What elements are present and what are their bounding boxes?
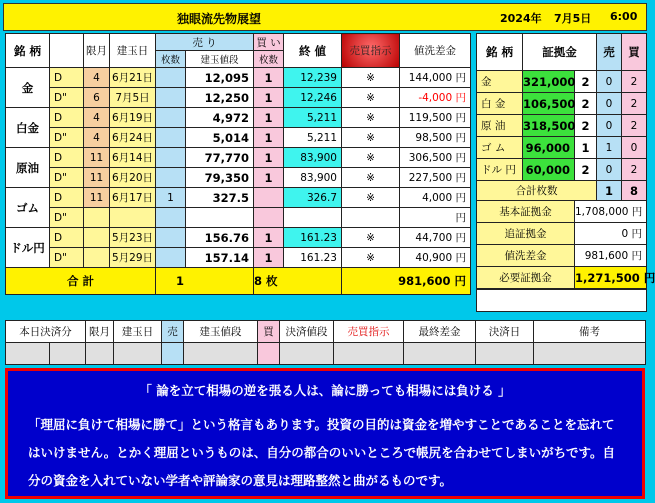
- sell-qty: [156, 68, 186, 88]
- margin-count: 2: [575, 71, 597, 93]
- settle-col-today: 本日決済分: [6, 321, 86, 343]
- contract-type: D": [50, 88, 84, 108]
- sell-qty: [156, 168, 186, 188]
- position-row: [6, 68, 471, 88]
- settlement-cell: [534, 343, 646, 365]
- open-date: 6月14日: [110, 148, 156, 168]
- settle-col-date: 決済日: [476, 321, 534, 343]
- margin-col-sell: 売: [597, 34, 622, 71]
- quote-body: 「理屈に負けて相場に勝て」という格言もあります。投資の目的は資金を増やすことであることを忘れてはいけません。とかく理屈というものは、自分の都合のいいところで帳尻を合わせてしまいがちです。自分の資金を入れていない学者や評論家の意見は理路整然と曲がるものです。: [28, 417, 616, 488]
- buy-qty: 1: [254, 88, 284, 108]
- commodity-name: 原油: [6, 148, 50, 188]
- margin-name: 原 油: [477, 115, 523, 137]
- settle-col-sell: 売: [162, 321, 184, 343]
- title-bar: [3, 3, 647, 31]
- sell-qty: [156, 228, 186, 248]
- margin-row: [477, 93, 647, 115]
- margin-sell: 1: [597, 137, 622, 159]
- buy-qty: 1: [254, 248, 284, 268]
- summary-value: 981,600 円: [575, 245, 647, 267]
- open-date: 6月17日: [110, 188, 156, 208]
- summary-row: [477, 201, 647, 223]
- settlement-cell: [280, 343, 334, 365]
- contract-month: 11: [84, 188, 110, 208]
- open-price: 5,014: [186, 128, 254, 148]
- open-price: 156.76: [186, 228, 254, 248]
- margin-buy: 2: [622, 159, 647, 181]
- margin-buy: 2: [622, 115, 647, 137]
- quote-headline: 「 論を立て相場の逆を張る人は、論に勝っても相場には負ける 」: [139, 383, 511, 398]
- open-price: [186, 208, 254, 228]
- price-diff: 227,500 円: [400, 168, 471, 188]
- price-diff: 144,000 円: [400, 68, 471, 88]
- col-month: 限月: [84, 34, 110, 68]
- margin-sell: 0: [597, 93, 622, 115]
- header-year: 2024年: [500, 12, 542, 25]
- margin-sell: 0: [597, 71, 622, 93]
- margin-total-sell: 1: [597, 181, 622, 201]
- settlement-cell: [86, 343, 114, 365]
- position-row: [6, 208, 471, 228]
- buy-qty: 1: [254, 168, 284, 188]
- trade-sign: ※: [342, 228, 400, 248]
- contract-month: 4: [84, 128, 110, 148]
- open-date: 5月29日: [110, 248, 156, 268]
- margin-name: ゴ ム: [477, 137, 523, 159]
- buy-qty: 1: [254, 148, 284, 168]
- settle-col-close-price: 決済値段: [280, 321, 334, 343]
- margin-buy: 2: [622, 71, 647, 93]
- settle-col-buy: 買: [258, 321, 280, 343]
- col-sell-qty: 枚数: [156, 51, 186, 68]
- margin-value: 96,000: [523, 137, 575, 159]
- total-label: 合 計: [6, 268, 156, 295]
- margin-value: 318,500: [523, 115, 575, 137]
- total-diff: 981,600 円: [342, 268, 471, 295]
- margin-name: 白 金: [477, 93, 523, 115]
- close-price: 326.7: [284, 188, 342, 208]
- col-sign: 売買指示: [342, 34, 400, 68]
- buy-qty: 1: [254, 68, 284, 88]
- price-diff: 98,500 円: [400, 128, 471, 148]
- margin-sell: 0: [597, 159, 622, 181]
- price-diff: -4,000 円: [400, 88, 471, 108]
- settlement-cell: [258, 343, 280, 365]
- trade-sign: ※: [342, 108, 400, 128]
- close-price: 5,211: [284, 108, 342, 128]
- open-price: 12,095: [186, 68, 254, 88]
- margin-row: [477, 71, 647, 93]
- buy-qty: 1: [254, 228, 284, 248]
- settle-col-month: 限月: [86, 321, 114, 343]
- commodity-name: 金: [6, 68, 50, 108]
- summary-value: 1,271,500 円: [575, 267, 647, 290]
- trade-sign: ※: [342, 168, 400, 188]
- col-sell: 売 り: [156, 34, 254, 51]
- open-price: 157.14: [186, 248, 254, 268]
- price-diff: 4,000 円: [400, 188, 471, 208]
- close-price: 83,900: [284, 168, 342, 188]
- buy-qty: [254, 208, 284, 228]
- col-diff: 値洗差金: [400, 34, 471, 68]
- summary-row: [477, 245, 647, 267]
- position-row: [6, 148, 471, 168]
- settlement-cell: [404, 343, 476, 365]
- commodity-name: 白金: [6, 108, 50, 148]
- margin-col-buy: 買: [622, 34, 647, 71]
- summary-label: 基本証拠金: [477, 201, 575, 223]
- position-row: [6, 168, 471, 188]
- margin-buy: 2: [622, 93, 647, 115]
- price-diff: 40,900 円: [400, 248, 471, 268]
- margin-buy: 0: [622, 137, 647, 159]
- header-time: 6:00: [610, 10, 638, 23]
- price-diff: 306,500 円: [400, 148, 471, 168]
- close-price: [284, 208, 342, 228]
- col-buy: 買 い: [254, 34, 284, 51]
- settlement-cell: [184, 343, 258, 365]
- sell-qty: 1: [156, 188, 186, 208]
- contract-type: D: [50, 108, 84, 128]
- open-date: 6月24日: [110, 128, 156, 148]
- margin-count: 2: [575, 93, 597, 115]
- sell-qty: [156, 88, 186, 108]
- summary-row: [477, 223, 647, 245]
- buy-qty: 1: [254, 108, 284, 128]
- contract-month: 11: [84, 168, 110, 188]
- contract-type: D: [50, 68, 84, 88]
- open-price: 12,250: [186, 88, 254, 108]
- trade-sign: [342, 208, 400, 228]
- margin-col-margin: 証拠金: [523, 34, 597, 71]
- trade-sign: ※: [342, 188, 400, 208]
- margin-row: [477, 159, 647, 181]
- col-close: 終 値: [284, 34, 342, 68]
- margin-sell: 0: [597, 115, 622, 137]
- col-name: 銘 柄: [6, 34, 50, 68]
- contract-month: 6: [84, 88, 110, 108]
- open-price: 327.5: [186, 188, 254, 208]
- settle-col-note: 備考: [534, 321, 646, 343]
- close-price: 161.23: [284, 248, 342, 268]
- sell-qty: [156, 208, 186, 228]
- summary-row: [477, 267, 647, 290]
- margin-row: [477, 137, 647, 159]
- margin-value: 106,500: [523, 93, 575, 115]
- margin-total-label: 合計枚数: [477, 181, 597, 201]
- settlement-table: [5, 320, 646, 365]
- trade-sign: ※: [342, 148, 400, 168]
- buy-qty: [254, 188, 284, 208]
- col-open-price: 建玉値段: [186, 51, 254, 68]
- settlement-empty-row: [6, 343, 646, 365]
- contract-type: D": [50, 208, 84, 228]
- open-date: 5月23日: [110, 228, 156, 248]
- sell-qty: [156, 108, 186, 128]
- open-date: 6月19日: [110, 108, 156, 128]
- margin-value: 321,000: [523, 71, 575, 93]
- contract-type: D: [50, 188, 84, 208]
- margin-total-buy: 8: [622, 181, 647, 201]
- margin-name: ドル 円: [477, 159, 523, 181]
- contract-month: 4: [84, 68, 110, 88]
- open-date: 6月21日: [110, 68, 156, 88]
- contract-type: D": [50, 128, 84, 148]
- position-row: [6, 128, 471, 148]
- open-date: [110, 208, 156, 228]
- price-diff: 44,700 円: [400, 228, 471, 248]
- settlement-cell: [50, 343, 86, 365]
- page-title: 独眼流先物展望: [176, 12, 261, 26]
- margin-value: 60,000: [523, 159, 575, 181]
- settlement-cell: [6, 343, 50, 365]
- col-buy-qty: 枚数: [254, 51, 284, 68]
- open-price: 79,350: [186, 168, 254, 188]
- trade-sign: ※: [342, 248, 400, 268]
- margin-count: 2: [575, 159, 597, 181]
- open-date: 7月5日: [110, 88, 156, 108]
- contract-type: D": [50, 168, 84, 188]
- open-price: 77,770: [186, 148, 254, 168]
- close-price: 12,246: [284, 88, 342, 108]
- trade-sign: ※: [342, 128, 400, 148]
- contract-month: 4: [84, 108, 110, 128]
- col-open-date: 建玉日: [110, 34, 156, 68]
- contract-type: D: [50, 228, 84, 248]
- position-row: [6, 248, 471, 268]
- summary-label: 必要証拠金: [477, 267, 575, 290]
- settlement-cell: [334, 343, 404, 365]
- close-price: 83,900: [284, 148, 342, 168]
- settlement-cell: [114, 343, 162, 365]
- total-buy-qty: 8 枚: [254, 268, 342, 295]
- sell-qty: [156, 148, 186, 168]
- total-sell-qty: 1: [156, 268, 254, 295]
- col-type-blank: [50, 34, 84, 68]
- contract-month: [84, 208, 110, 228]
- settle-col-final: 最終差金: [404, 321, 476, 343]
- settlement-cell: [476, 343, 534, 365]
- margin-col-name: 銘 柄: [477, 34, 523, 71]
- settle-col-open-price: 建玉値段: [184, 321, 258, 343]
- margin-count: 2: [575, 115, 597, 137]
- price-diff: 円: [400, 208, 471, 228]
- sell-qty: [156, 248, 186, 268]
- sell-qty: [156, 128, 186, 148]
- contract-type: D": [50, 248, 84, 268]
- header-date: 7月5日: [554, 12, 592, 25]
- commodity-name: ゴム: [6, 188, 50, 228]
- position-row: [6, 228, 471, 248]
- position-row: [6, 88, 471, 108]
- contract-month: [84, 228, 110, 248]
- position-row: [6, 108, 471, 128]
- close-price: 12,239: [284, 68, 342, 88]
- margin-count: 1: [575, 137, 597, 159]
- positions-table: [5, 33, 471, 295]
- open-date: 6月20日: [110, 168, 156, 188]
- margin-name: 金: [477, 71, 523, 93]
- price-diff: 119,500 円: [400, 108, 471, 128]
- settlement-cell: [162, 343, 184, 365]
- close-price: 5,211: [284, 128, 342, 148]
- open-price: 4,972: [186, 108, 254, 128]
- summary-value: 0 円: [575, 223, 647, 245]
- close-price: 161.23: [284, 228, 342, 248]
- commodity-name: ドル円: [6, 228, 50, 268]
- summary-label: 追証拠金: [477, 223, 575, 245]
- buy-qty: 1: [254, 128, 284, 148]
- margin-table: [476, 33, 655, 312]
- summary-label: 値洗差金: [477, 245, 575, 267]
- settle-col-open-date: 建玉日: [114, 321, 162, 343]
- contract-month: 11: [84, 148, 110, 168]
- settle-col-sign: 売買指示: [334, 321, 404, 343]
- contract-month: [84, 248, 110, 268]
- trade-sign: ※: [342, 88, 400, 108]
- contract-type: D: [50, 148, 84, 168]
- trade-sign: ※: [342, 68, 400, 88]
- margin-blank: [477, 289, 647, 312]
- position-row: [6, 188, 471, 208]
- margin-row: [477, 115, 647, 137]
- summary-value: 1,708,000 円: [575, 201, 647, 223]
- quote-box: [5, 368, 645, 499]
